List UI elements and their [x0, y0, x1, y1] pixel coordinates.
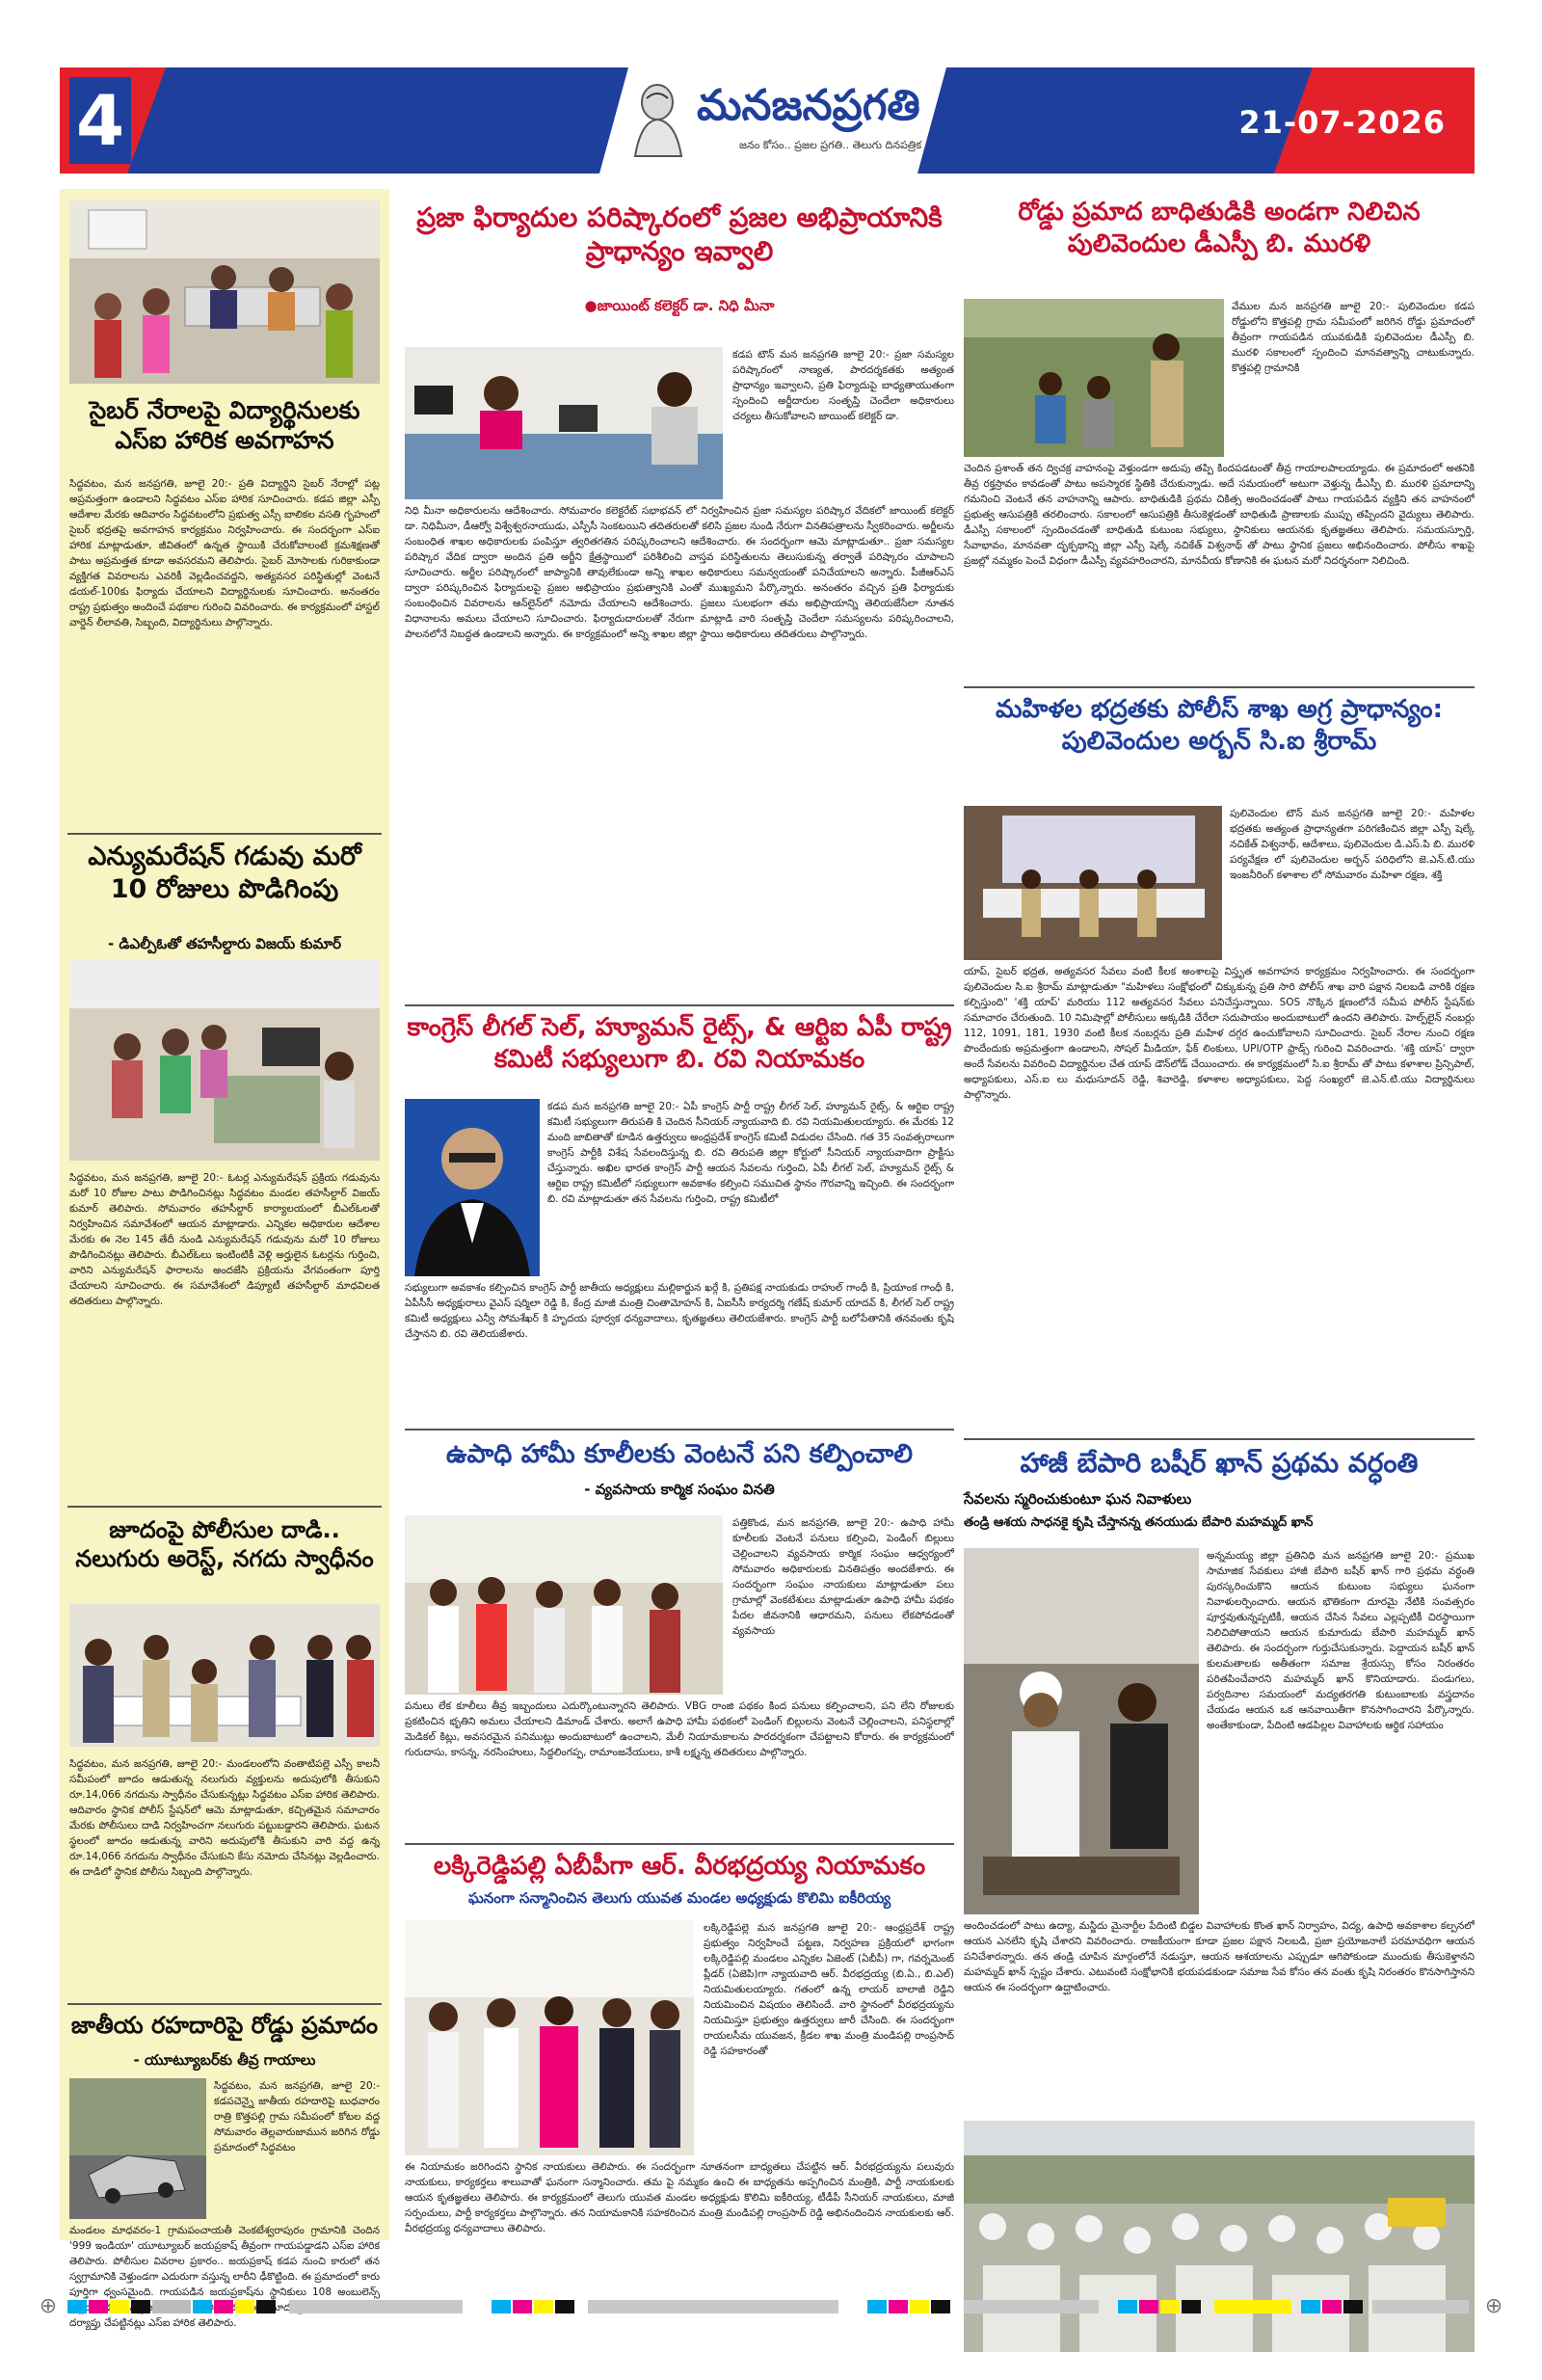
cyber-awareness-body: సిద్ధవటం, మన జనప్రగతి, జూలై 20:- ప్రతి విద్యార్థిని సైబర్ నేరాల్లో పట్ల అప్రమత్తంగా ఉండాలని సిద్ధవటం ఎస్ఐ హారిక సూచించారు. కడప జిల్లా ఎస్పీ ఆదేశాల మేరకు ఆదివారం సిద్ధవటంలోని ప్రభుత్వ ఎస్సీ బాలికల వసతి గృహంలో సైబర్ భద్రతపై అవగాహన కార్యక్రమం నిర్వహించారు. ఈ సందర్భంగా ఎస్ఐ హారిక మాట్లాడుతూ, జీవితంలో ఉన్నత స్థాయికి చేరుకోవాలంటే క్రమశిక్షణతో పాటు అప్రమత్తత కూడా అవసరమని తెలిపారు. సైబర్ మోసాలకు గురికాకుండా వ్యక్తిగత వివరాలను ఎవరికీ వెల్లడించవద్దని, అత్యవసర పరిస్థితుల్లో వెంటనే డయల్-100కు ఫిర్యాదు చేయాలని విద్యార్థినులకు సూచించారు. అనంతరం రాష్ట్ర ప్రభుత్వం అందించే పథకాల గురించి వివరించారు. ఈ కార్యక్రమంలో హాస్టల్ వార్డెన్ లీలావతి, సిబ్బంది, విద్యార్థినులు పాల్గొన్నారు.	[69, 478, 380, 628]
enumeration-meeting-photo	[69, 960, 380, 1161]
newspaper-tagline: జనం కోసం.. ప్రజల ప్రగతి.. తెలుగు దినపత్రిక	[739, 139, 922, 151]
congress-legal-cell-headline: కాంగ్రెస్ లీగల్ సెల్, హ్యూమన్ రైట్స్, & ఆర్టిఐ ఏపీ రాష్ట్ర కమిటీ సభ్యులుగా బి. రవి నియామకం	[407, 1013, 952, 1074]
highway-accident-headline: జాతీయ రహదారిపై రోడ్డు ప్రమాదం	[70, 2012, 379, 2039]
newspaper-title: మనజనప్రగతి	[697, 81, 920, 130]
family-tribute-photo	[964, 1548, 1199, 1914]
divider	[405, 1429, 954, 1431]
masthead	[60, 67, 1475, 174]
workers-petition-photo	[405, 1515, 723, 1695]
grievance-side-text: కడప టౌన్ మన జనప్రగతి జూలై 20:- ప్రజా సమస్యల పరిష్కారంలో నాణ్యత, పారదర్శకతకు అత్యంత ప్రాధాన్యం ఇవ్వాలని, ప్రతి ఫిర్యాదుపై బాధ్యతాయుతంగా స్పందించి అర్జీదారుల సంతృప్తి చెందేలా అధికారులు చర్యలు తీసుకోవాలని జాయింట్ కలెక్టర్ డా.	[732, 349, 954, 422]
death-anniversary-headline: హాజీ బేపారి బషీర్ ఖాన్ ప్రథమ వర్ధంతి	[1020, 1447, 1419, 1479]
left-column	[60, 189, 389, 2329]
gambling-raid-headline: జూదంపై పోలీసుల దాడి.. నలుగురు అరెస్ట్, నగదు స్వాధీనం	[75, 1516, 374, 1572]
dsp-help-headline: రోడ్డు ప్రమాద బాధితుడికి అండగా నిలిచిన పులివెందుల డీఎస్పీ బి. మురళి	[1018, 198, 1421, 258]
grievance-byline: ●జాయింట్ కలెక్టర్ డా. నిధి మీనా	[584, 297, 775, 314]
death-anniversary-body: అందించడంలో పాటు ఉద్యా, మస్జిదు మైనార్టీల పేదింటి బిడ్డల వివాహాలకు కొంత ఖాన్ నిర్వాహం, విద్య, ఉపాధి అవకాశాల కల్పనలో ఆయన ఎనలేని కృషి చేశారని వివరించారు. రాజకీయంగా కూడా ప్రజల పక్షాన నిలబడి, ప్రజా ప్రయోజనాలే పరమావధిగా ఆయన పనిచేశారన్నారు. తన తండ్రి చూపిన మార్గంలోనే నడుస్తూ, ఆయన ఆశయాలను ఎప్పుడూ ఆగిపోకుండా ముందుకు తీసుకెళ్తానని మహమ్మద్ ఖాన్ స్పష్టం చేశారు. ఎటువంటి సంక్షోభానికి భయపడకుండా సమాజ సేవ కోసం తన వంతు కృషి నిరంతరం కొనసాగిస్తానని ఆయన ఈ సందర్భంగా ఉద్ఘాటించారు.	[964, 1920, 1475, 1993]
issue-date: 21-07-2026	[1238, 104, 1446, 141]
employment-guarantee-body: పనులు లేక కూలీలు తీవ్ర ఇబ్బందులు ఎదుర్కొంటున్నారని తెలిపారు. VBG రాంజి పథకం కింద పనులు కల్పించాలని, పని లేని రోజులకు ప్రకటించిన భృతిని అమలు చేయాలని డిమాండ్ చేశారు. అలాగే ఉపాధి హామీ పథకంలో పెండింగ్ బిల్లులను వెంటనే చెల్లించాలని, పనిస్థలాల్లో మెడికల్ కిట్లు, అవసరమైన పనిముట్లు అందుబాటులో ఉంచాలని, మేలీ నియామకాలను పారదర్శకంగా చేపట్టాలని కోరారు. ఈ కార్యక్రమంలో గురుదాసు, కాసన్న, నరసింహులు, సిద్దలింగప్ప, రామాంజనేయులు, కాశీ లక్ష్మన్న తదితరులు పాల్గొన్నారు.	[405, 1700, 954, 1758]
road-accident-help-photo	[964, 299, 1224, 457]
advocate-portrait-photo	[405, 1099, 540, 1276]
death-anniversary-byline: తండ్రి ఆశయ సాధనకై కృషి చేస్తానన్న తనయుడు బేపారి మహమ్మద్ ఖాన్	[964, 1515, 1314, 1530]
highway-accident-body: మండలం మాధవరం-1 గ్రామపంచాయతీ వెంకటేశ్వరాపురం గ్రామానికి చెందిన '999 ఇండియా' యూట్యూబర్ జయప్రకాష్ తీవ్రంగా గాయపడ్డాడని ఎస్ఐ హారిక తెలిపారు. పోలీసుల వివరాల ప్రకారం.. జయప్రకాష్ కడప నుంచి కారులో తన స్వగ్రామానికి వెళ్తుండగా ఎదురుగా వస్తున్న లారీని ఢీకొట్టింది. ఈ ప్రమాదంలో కారు పూర్తిగా ధ్వంసమైంది. గాయపడిన జయప్రకాష్‌ను స్థానికులు 108 అంబులెన్స్ కడప ప్రమాదంపై దర్యాప్తు చేపట్టినట్లు ఎస్ఐ హారిక తెలిపారు.	[69, 2225, 380, 2329]
cyber-awareness-headline: సైబర్ నేరాలపై విద్యార్థినులకు ఎస్ఐ హారిక అవగాహన	[89, 396, 360, 455]
employment-guarantee-side-text: పత్తికొండ, మన జనప్రగతి, జూలై 20:- ఉపాధి హామీ కూలీలకు వెంటనే పనులు కల్పించి, పెండింగ్ బిల్లులు చెల్లించాలని వ్యవసాయ కార్మిక సంఘం ఆధ్వర్యంలో సోమవారం అధికారులకు వినతిపత్రం అందజేశారు. ఈ సందర్భంగా సంఘం నాయకులు మాట్లాడుతూ పలు గ్రామాల్లో వెంకటేశులు మాట్లాడుతూ ఉపాధి హామీ పథకం పేదల జీవనానికి ఆధారమని, పనులు లేకపోవడంతో వ్యవసాయ	[732, 1517, 954, 1637]
appointment-headline: లక్కిరెడ్డిపల్లి ఏబీపీగా ఆర్. వీరభద్రయ్య నియామకం	[433, 1852, 926, 1881]
print-color-bar	[39, 2296, 1503, 2317]
women-safety-side-text: పులివెందుల టౌన్ మన జనప్రగతి జూలై 20:- మహిళల భద్రతకు అత్యంత ప్రాధాన్యతగా పరిగణించిన జిల్లా ఎస్పీ షెల్కే నచికేత్ విశ్వనాథ్, ఆదేశాలు, పులివెందుల డి.ఎస్.పి బి. మురళి పర్యవేక్షణ లో పులివెందుల అర్బన్ పరిధిలోని జె.ఎన్.టి.యు ఇంజనీరింగ్ కళాశాల లో సోమవారం మహిళా రక్షణ, శక్తి	[1230, 808, 1475, 881]
highway-accident-side-text: సిద్ధవటం, మన జనప్రగతి, జూలై 20:- కడపచెన్నై జాతీయ రహదారిపై బుధవారం రాత్రి కొత్తపల్లి గ్రామ సమీపంలో కోటల వద్ద సోమవారం తెల్లవారుజామున జరిగిన రోడ్డు ప్రమాదంలో సిద్ధవటం	[214, 2080, 380, 2153]
divider	[67, 2003, 382, 2005]
women-safety-headline: మహిళల భద్రతకు పోలీస్ శాఖ అగ్ర ప్రాధాన్యం: పులివెందుల అర్బన్ సి.ఐ శ్రీరామ్	[996, 695, 1443, 756]
divider	[67, 1506, 382, 1508]
enumeration-headline: ఎన్యుమరేషన్ గడువు మరో 10 రోజులు పొడిగింపు	[88, 842, 361, 904]
employment-guarantee-headline: ఉపాధి హామీ కూలీలకు వెంటనే పని కల్పించాలి	[445, 1439, 914, 1469]
divider	[67, 833, 382, 835]
enumeration-body: సిద్ధవటం, మన జనప్రగతి, జూలై 20:- ఓటర్ల ఎన్యుమరేషన్ ప్రక్రియ గడువును మరో 10 రోజుల పాటు పొడిగించినట్లు సిద్ధవటం మండల తహసీల్దార్ విజయ్ కుమార్ తెలిపారు. సోమవారం తహసీల్దార్ కార్యాలయంలో బీఎల్ఓలతో నిర్వహించిన సమావేశంలో ఆయన మాట్లాడారు. ఎన్నికల అధికారుల ఆదేశాల మేరకు ఈ నెల 145 తేదీ నుండి ఎన్యుమరేషన్ గడువును మరో 10 రోజులు పొడిగించినట్లు తెలిపారు. బీఎల్ఓలు ఇంటింటికీ వెళ్లి అర్హులైన ఓటర్లను గుర్తించి, వారిని ఎన్యుమరేషన్ ఫారాలను అందజేసి ప్రక్రియను వేగవంతంగా పూర్తి చేయాలని సూచించారు. ఈ సమావేశంలో డిప్యూటీ తహసీల్దార్ మాధవిలత తదితరులు పాల్గొన్నారు.	[69, 1172, 380, 1307]
women-safety-event-photo	[964, 806, 1222, 960]
registration-mark-icon: ⊕	[1484, 2294, 1503, 2318]
enumeration-byline: - డిఎల్పీఓతో తహసీల్దారు విజయ్ కుమార్	[107, 935, 342, 952]
statue-emblem-icon	[624, 79, 691, 158]
middle-column	[405, 189, 954, 2240]
divider	[964, 686, 1475, 688]
divider	[405, 1004, 954, 1006]
accident-car-photo	[69, 2078, 206, 2219]
death-anniversary-side-text: అన్నమయ్య జిల్లా ప్రతినిధి మన జనప్రగతి జూలై 20:- ప్రముఖ సామాజిక సేవకులు హాజీ బేపారి బషీర్ ఖాన్ గారి ప్రథమ వర్ధంతి పురస్కరించుకొని ఆయన కుటుంబ సభ్యులు ఘనంగా నివాళులర్పించారు. ఆయన భౌతికంగా దూరమై నేటికి సంవత్సరం పూర్తవుతున్నప్పటికీ, ఆయన చేసిన సేవలు ఎల్లప్పటికీ చిరస్థాయిగా నిలిచిపోతాయని ఆయన కుమారుడు బేపారి మహమ్మద్ ఖాన్ తెలిపారు. ఈ సందర్భంగా గుర్తుచేసుకున్నారు. పెద్దాయన బషీర్ ఖాన్ కులమతాలకు అతీతంగా సమాజ శ్రేయస్సు కోసం నిరంతరం పరితపించేవారని మహమ్మద్ ఖాన్ కొనియాడారు. పండుగలు, పర్వదినాల సమయంలో మద్యతరగతి కుటుంబాలకు వస్త్రదానం చేయడం ఆయన ఒక ఆనవాయితీగా కొనసాగించారని పేర్కొన్నారు. అంతేకాకుండా, పేదింటి ఆడపిల్లల వివాహాలకు ఆర్థిక సహాయం	[1207, 1550, 1475, 1731]
gambling-raid-photo	[69, 1604, 380, 1747]
grievance-headline: ప్రజా ఫిర్యాదుల పరిష్కారంలో ప్రజల అభిప్రాయానికి ప్రాధాన్యం ఇవ్వాలి	[416, 201, 943, 267]
highway-accident-byline: - యూట్యూబర్‌కు తీవ్ర గాయాలు	[133, 2051, 316, 2069]
women-safety-body: యాప్, సైబర్ భద్రత, అత్యవసర సేవలు వంటి కీలక అంశాలపై విస్తృత అవగాహన కార్యక్రమం నిర్వహించారు. ఈ సందర్భంగా పులివెందుల సి.ఐ శ్రీరామ్ మాట్లాడుతూ "మహిళలు సంక్షోభంలో చిక్కుకున్న ప్రతి సారి పోలీస్ శాఖ వారి పక్షాన నిలబడి వారికి రక్షణ కల్పిస్తుంది" 'శక్తి యాప్' మరియు 112 అత్యవసర సేవలు పనిచేస్తున్నాయి. SOS నొక్కిన క్షణంలోనే సమీప పోలీస్ స్టేషన్‌కు సమాచారం చేరుతుంది. 10 నిమిషాల్లో పోలీసులు అక్కడికి చేరేలా సదుపాయం అందుబాటులో ఉందని తెలిపారు. హెల్ప్‌లైన్ నంబర్లు 112, 1091, 181, 1930 వంటి కీలక నంబర్లను ప్రతి మహిళ దగ్గర ఉంచుకోవాలని సూచించారు. సైబర్ నేరాల నుంచి రక్షణ పొందేందుకు అప్రమత్తంగా ఉండాలని, సోషల్ మీడియా, ఫేక్ లింకులు, UPI/OTP ఫ్రాడ్స్ గురించి వివరించారు. 'శక్తి యాప్' ద్వారా అందే సేవలను వివరించి విద్యార్థినుల చేత యాప్ డౌన్‌లోడ్ చేయించారు. ఈ కార్యక్రమంలో సి.ఐ శ్రీరామ్ తో పాటు కళాశాల ప్రిన్సిపాల్, అధ్యాపకులు, ఎస్.ఐ లు మధుసూదన్ రెడ్డి, శివారెడ్డి, కళాశాల అధ్యాపకులు, పెద్ద సంఖ్యలో జె.ఎన్.టి.యు విద్యార్థినులు పాల్గొన్నారు.	[964, 966, 1475, 1101]
divider	[964, 1438, 1475, 1440]
congress-legal-cell-body: సభ్యులుగా అవకాశం కల్పించిన కాంగ్రెస్ పార్టీ జాతీయ అధ్యక్షులు మల్లికార్జున ఖర్గే కి, ప్రతిపక్ష నాయకుడు రాహుల్ గాంధీ కి, ప్రియాంక గాంధీ కి, ఏపీసీసీ అధ్యక్షురాలు వైఎస్ షర్మిలా రెడ్డి కి, కేంద్ర మాజీ మంత్రి చింతామోహన్ కి, ఏఐసీసీ కార్యదర్శి గణేష్ కుమార్ యాదవ్ కి, లీగల్ సెల్ రాష్ట్ర కమిటీ అధ్యక్షులు ఎన్వీ సోమశేఖర్ కి హృదయ పూర్వక ధన్యవాదాలు, కృతజ్ఞతలు తెలియజేశారు. కాంగ్రెస్ పార్టీ బలోపేతానికి తనవంతు కృషి చేస్తానని బి. రవి తెలియజేశారు.	[405, 1282, 954, 1340]
page-number: 4	[69, 77, 131, 164]
gambling-raid-body: సిద్ధవటం, మన జనప్రగతి, జూలై 20:- మండలంలోని వంతాటిపల్లె ఎస్సీ కాలనీ సమీపంలో జూదం ఆడుతున్న నలుగురు వ్యక్తులను అదుపులోకి తీసుకుని రూ.14,066 నగదును స్వాధీనం చేసుకున్నట్లు సిద్ధవటం ఎస్ఐ హారిక తెలిపారు. ఆదివారం స్థానిక పోలీస్ స్టేషన్‌లో ఆమె మాట్లాడుతూ, కచ్చితమైన సమాచారం మేరకు పోలీసులు దాడి నిర్వహించగా నలుగురు పట్టుబడ్డారని తెలిపారు. ఘటన స్థలంలో జూదం ఆడుతున్న వారిని అదుపులోకి తీసుకుని వారి వద్ద ఉన్న రూ.14,066 నగదును స్వాధీనం చేసుకుని కేసు నమోదు చేసినట్లు వెల్లడించారు. ఈ దాడిలో స్థానిక పోలీసు సిబ్బంది పాల్గొన్నారు.	[69, 1758, 380, 1878]
congress-legal-cell-side-text: కడప మన జనప్రగతి జూలై 20:- ఏపీ కాంగ్రెస్ పార్టీ రాష్ట్ర లీగల్ సెల్, హ్యూమన్ రైట్స్, & ఆర్టిఐ రాష్ట్ర కమిటీ సభ్యులుగా తిరుపతి కి చెందిన సీనియర్ న్యాయవాది బి. రవి నియమితులయ్యారు. ఈ మేరకు 12 మంది జాబితాతో కూడిన ఉత్తర్వులు అంధ్రప్రదేశ్ కాంగ్రెస్ కమిటీ విడుదల చేసింది. గత 35 సంవత్సరాలుగా కాంగ్రెస్ పార్టీకి విశేష సేవలందిస్తున్న బి. రవి తిరుపతి జిల్లా కోర్టులో సీనియర్ న్యాయవాదిగా ప్రాక్టీసు చేస్తున్నారు. అఖిల భారత కాంగ్రెస్ పార్టీ ఆయన సేవలను గుర్తించి, ఏపీ లీగల్ సెల్, హ్యూమన్ రైట్స్ & ఆర్టిఐ రాష్ట్ర కమిటీలో సభ్యులుగా అవకాశం కల్పించి సముచిత స్థానం గౌరవాన్ని ఇచ్చింది. ఈ సందర్భంగా బి. రవి మాట్లాడుతూ తన సేవలను గుర్తించి, రాష్ట్ర కమిటీలో	[547, 1101, 954, 1205]
appointment-body: ఈ నియామకం జరిగిందని స్థానిక నాయకులు తెలిపారు. ఈ సందర్భంగా నూతనంగా బాధ్యతలు చేపట్టిన ఆర్. వీరభద్రయ్యను పలువురు నాయకులు, కార్యకర్తలు శాలువాతో ఘనంగా సన్మానించారు. తమ పై నమ్మకం ఉంచి ఈ బాధ్యతను అప్పగించిన మంత్రికి, పార్టీ నాయకులకు ఆయన కృతజ్ఞతలు తెలిపారు. ఈ కార్యక్రమంలో తెలుగు యువత మండల అధ్యక్షుడు కొలిమి ఐకీరియ్య, టీడీపీ సీనియర్ నాయకులు, మాజీ సర్పంచులు, పార్టీ కార్యకర్తలు పాల్గొన్నారు. తన నియామకానికి సహకరించిన మంత్రి మండిపల్లి రాంప్రసాద్ రెడ్డి అభినందించిన నాయకులకు ఆర్. వీరభద్రయ్య ధన్యవాదాలు తెలిపారు.	[405, 2161, 954, 2234]
dsp-help-body: చెందిన ప్రశాంత్ తన ద్విచక్ర వాహనంపై వెళ్తుండగా అదుపు తప్పి కిందపడటంతో తీవ్ర గాయాలపాలయ్యాడు. ఈ ప్రమాదంలో అతనికి తీవ్ర రక్తస్రావం కావడంతో పాటు అపస్మారక స్థితికి చేరుకున్నాడు. అదే సమయంలో అటుగా వెళ్తున్న డీఎస్పీ బి. మురళి ప్రమాదాన్ని గమనించి వెంటనే తన వాహనాన్ని ఆపారు. బాధితుడికి ప్రథమ చికిత్స అందించడంతో పాటు గాయపడిన వ్యక్తిని తన వాహనంలో ప్రభుత్వ ఆసుపత్రికి తరలించారు. సకాలంలో ఆసుపత్రికి తీసుకెళ్లడంతో బాధితుడి ప్రాణాలకు ముప్పు తప్పిందని వైద్యులు తెలిపారు. డీఎస్పీ సకాలంలో స్పందించడంతో బాధితుడి కుటుంబ సభ్యులు, స్థానికులు ఆయనకు కృతజ్ఞతలు తెలిపారు. సమయస్ఫూర్తి, సేవాభావం, మానవతా దృక్పథాన్ని జిల్లా ఎస్పీ షెల్కే నచికేత్ విశ్వనాథ్ తో పాటు స్థానిక ప్రజలు అభినందించారు. పోలీసు శాఖపై ప్రజల్లో నమ్మకం పెంచే విధంగా డీఎస్పీ వ్యవహరించారని, మానవీయ కోణానికి ఈ ఘటన మరో నిదర్శనంగా నిలిచింది.	[964, 463, 1475, 567]
divider	[405, 1843, 954, 1845]
registration-mark-icon: ⊕	[39, 2294, 58, 2318]
students-awareness-photo	[69, 201, 380, 384]
grievance-body: నిధి మీనా అధికారులను ఆదేశించారు. సోమవారం కలెక్టరేట్ సభాభవన్ లో నిర్వహించిన ప్రజా సమస్యల పరిష్కార వేదికలో జాయింట్ కలెక్టర్ డా. నిధిమీనా, డీఆర్వో విశ్వేశ్వరనాయుడు, ఎస్పీసీ సెంకటయిని తదితరులతో కలిసి ప్రజల నుండి నేరుగా వినతిపత్రాలను స్వీకరించారు. అర్జీలను సంబంధిత శాఖల అధికారులకు పంపిస్తూ త్వరితగతిన పరిష్కరించాలని ఆదేశించారు. ఈ సందర్భంగా ఆమె మాట్లాడుతూ.. ప్రజా సమస్యల పరిష్కార వేదిక ద్వారా అందిన ప్రతి అర్జీని క్షేత్రస్థాయిలో పరిశీలించి వాస్తవ పరిస్థితులను తెలుసుకున్న తర్వాతే పరిష్కారం చూపాలని సూచించారు. అర్జీల పరిష్కారంలో జాప్యానికి తావులేకుండా అన్ని శాఖల అధికారులు సమన్వయంతో పనిచేయాలని అన్నారు. పీజీఆర్ఎస్ ద్వారా పరిష్కరించిన ఫిర్యాదులపై ప్రజల అభిప్రాయం ప్రభుత్వానికి ఎంతో ముఖ్యమని పేర్కొన్నారు. అనంతరం వచ్చిన ప్రతి ఫిర్యాదుకు సంబంధించిన వివరాలను ఆన్‌లైన్‌లో నమోదు చేయాలని ఆదేశించారు. ప్రజలు సులభంగా తమ అభిప్రాయాన్ని తెలియజేసేలా నూతన విధానాలను అమలు చేయాలని సూచించారు. ఫిర్యాదుదారులతో నేరుగా మాట్లాడి వారి సంతృప్తి చెందేలా సమస్యలను పరిష్కరించాలని, పాలనలోనే నిబద్ధత ఉండాలని అన్నారు. ఈ కార్యక్రమంలో అన్ని శాఖల జిల్లా స్థాయి అధికారులు తదితరులు పాల్గొన్నారు.	[405, 505, 954, 640]
right-column	[964, 189, 1475, 2240]
grievance-meeting-photo	[405, 347, 723, 499]
death-anniversary-subhead: సేవలను స్మరించుకుంటూ ఘన నివాళులు	[964, 1490, 1192, 1508]
prayer-gathering-photo	[964, 2121, 1475, 2352]
felicitation-photo	[405, 1920, 694, 2155]
appointment-byline: ఘనంగా సన్మానించిన తెలుగు యువత మండల అధ్యక్షుడు కొలిమి ఐకీరియ్య	[467, 1889, 891, 1907]
newspaper-logo	[624, 75, 942, 166]
employment-guarantee-byline: - వ్యవసాయ కార్మిక సంఘం వినతి	[584, 1481, 775, 1498]
appointment-side-text: లక్కిరెడ్డిపల్లె మన జనప్రగతి జూలై 20:- ఆంధ్రప్రదేశ్ రాష్ట్ర ప్రభుత్వం నిర్వహించే పట్టణ, నిర్వహణ ప్రక్రియలో భాగంగా లక్కిరెడ్డిపల్లి మండలం ఎన్నికల ఏజెంట్ (ఏబీపీ) గా, గవర్నమెంట్ ప్లీడర్ (ఏజెపి)గా న్యాయవాది ఆర్. వీరభద్రయ్య (బి.ఏ., బి.ఎల్) నియమితులయ్యారు. గతంలో ఉన్న లాయర్ బాలాజీ రెడ్డిని నియమించిన విషయం తెలిసిందే. వారి స్థానంలో వీరభద్రయ్యను నియమిస్తూ ప్రభుత్వం ఉత్తర్వులు జారీ చేసింది. ఈ సందర్భంగా రాయలసీమ యువజన, క్రీడల శాఖ మంత్రి మండిపల్లి రాంప్రసాద్ రెడ్డి సహకారంతో	[704, 1922, 954, 2057]
dsp-help-side-text: వేముల మన జనప్రగతి జూలై 20:- పులివెందుల కడప రోడ్డులోని కొత్తపల్లి గ్రామ సమీపంలో జరిగిన రోడ్డు ప్రమాదంలో తీవ్రంగా గాయపడిన యువకుడికి పులివెందుల డీఎస్పీ బి. మురళి సకాలంలో స్పందించి మానవత్వాన్ని చాటుకున్నారు. కొత్తపల్లి గ్రామానికి	[1232, 301, 1475, 374]
